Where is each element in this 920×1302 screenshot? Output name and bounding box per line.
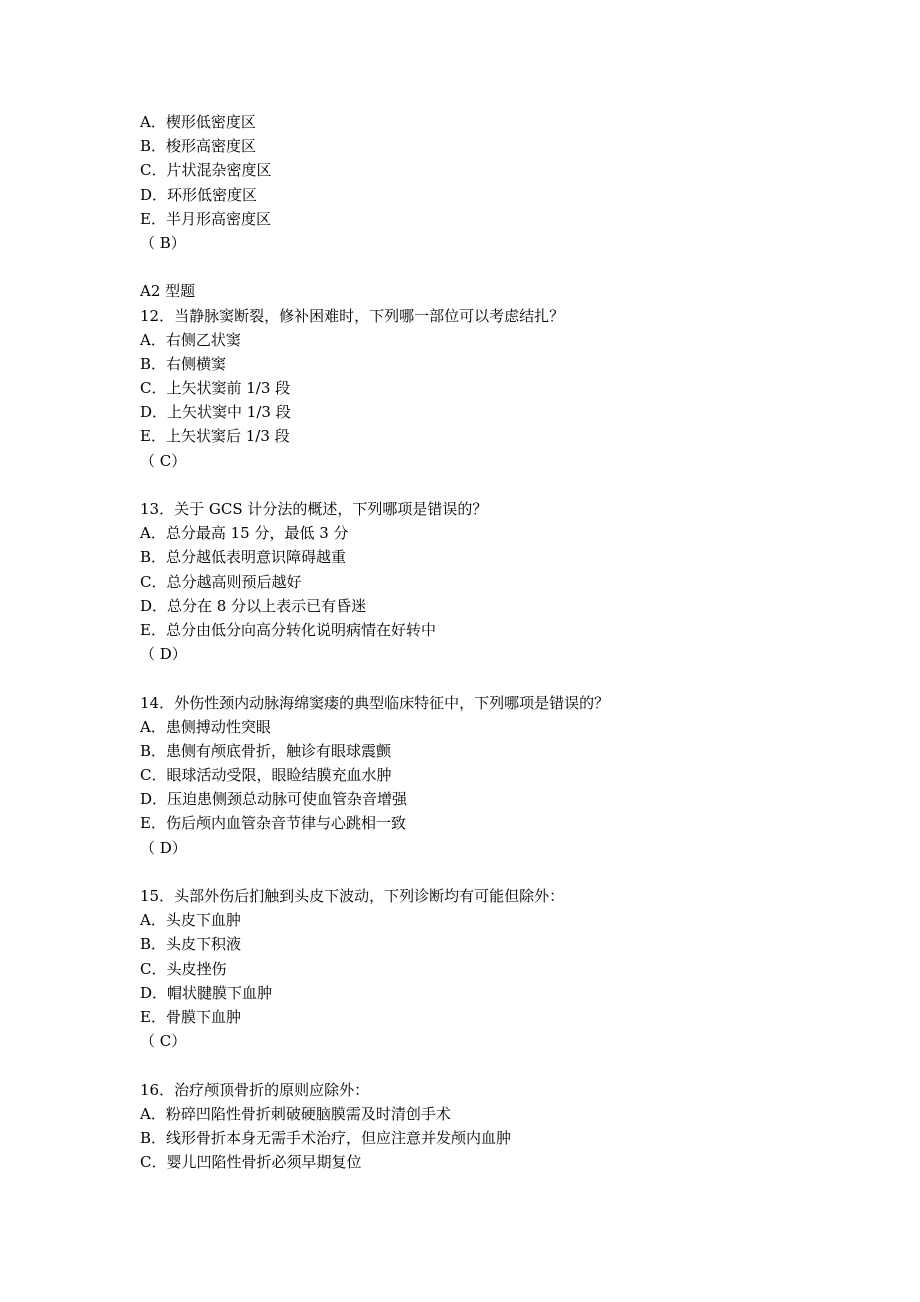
- option-b: B．头皮下积液: [140, 935, 242, 954]
- answer: （ B）: [140, 233, 186, 252]
- option-e: E．上矢状窦后 1/3 段: [140, 427, 290, 446]
- section-heading: A2 型题: [140, 282, 196, 301]
- option-d: D．总分在 8 分以上表示已有昏迷: [140, 596, 367, 615]
- document-page: [140, 110, 840, 1174]
- option-b: B．梭形高密度区: [140, 137, 257, 156]
- option-b: B．总分越低表明意识障碍越重: [140, 548, 347, 567]
- block-gap: [140, 473, 840, 497]
- option-a: A．粉碎凹陷性骨折刺破硬脑膜需及时清创手术: [140, 1104, 451, 1123]
- block-gap: [140, 255, 840, 279]
- answer: （ C）: [140, 451, 187, 470]
- option-d: D．上矢状窦中 1/3 段: [140, 403, 291, 422]
- question-stem: 12．当静脉窦断裂，修补困难时，下列哪一部位可以考虑结扎？: [140, 306, 565, 325]
- question-block-14: [140, 691, 840, 860]
- question-block-13: [140, 497, 840, 666]
- question-block-15: [140, 884, 840, 1053]
- option-c: C．片状混杂密度区: [140, 161, 272, 180]
- option-d: D．帽状腱膜下血肿: [140, 983, 273, 1002]
- answer: （ D）: [140, 645, 187, 664]
- option-c: C．总分越高则预后越好: [140, 572, 302, 591]
- answer: （ D）: [140, 838, 187, 857]
- option-c: C．婴儿凹陷性骨折必须早期复位: [140, 1153, 362, 1172]
- question-stem: 13．关于 GCS 计分法的概述，下列哪项是错误的？: [140, 500, 488, 518]
- question-stem: 15．头部外伤后扪触到头皮下波动，下列诊断均有可能但除外：: [140, 887, 565, 905]
- option-a: A．楔形低密度区: [140, 113, 256, 131]
- option-c: C．上矢状窦前 1/3 段: [140, 379, 291, 398]
- option-e: E．骨膜下血肿: [140, 1007, 241, 1026]
- question-stem: 14．外伤性颈内动脉海绵窦瘘的典型临床特征中，下列哪项是错误的？: [140, 693, 610, 712]
- option-b: B．线形骨折本身无需手术治疗，但应注意并发颅内血肿: [140, 1128, 512, 1147]
- question-block-11-options: [140, 110, 840, 255]
- option-c: C．头皮挫伤: [140, 959, 227, 978]
- option-a: A．总分最高 15 分，最低 3 分: [140, 524, 349, 543]
- block-gap: [140, 1053, 840, 1077]
- block-gap: [140, 860, 840, 884]
- option-a: A．头皮下血肿: [140, 911, 241, 930]
- option-b: B．患侧有颅底骨折，触诊有眼球震颤: [140, 741, 392, 760]
- option-e: E．半月形高密度区: [140, 209, 271, 228]
- block-gap: [140, 666, 840, 690]
- answer: （ C）: [140, 1032, 187, 1051]
- option-e: E．伤后颅内血管杂音节律与心跳相一致: [140, 814, 406, 833]
- question-block-16: [140, 1078, 840, 1175]
- question-block-12: [140, 279, 840, 473]
- option-e: E．总分由低分向高分转化说明病情在好转中: [140, 620, 436, 639]
- question-stem: 16．治疗颅顶骨折的原则应除外：: [140, 1080, 370, 1099]
- option-a: A．右侧乙状窦: [140, 330, 241, 349]
- option-d: D．环形低密度区: [140, 185, 258, 204]
- option-b: B．右侧横窦: [140, 354, 227, 373]
- option-a: A．患侧搏动性突眼: [140, 717, 271, 736]
- option-d: D．压迫患侧颈总动脉可使血管杂音增强: [140, 790, 408, 809]
- option-c: C．眼球活动受限，眼睑结膜充血水肿: [140, 766, 392, 785]
